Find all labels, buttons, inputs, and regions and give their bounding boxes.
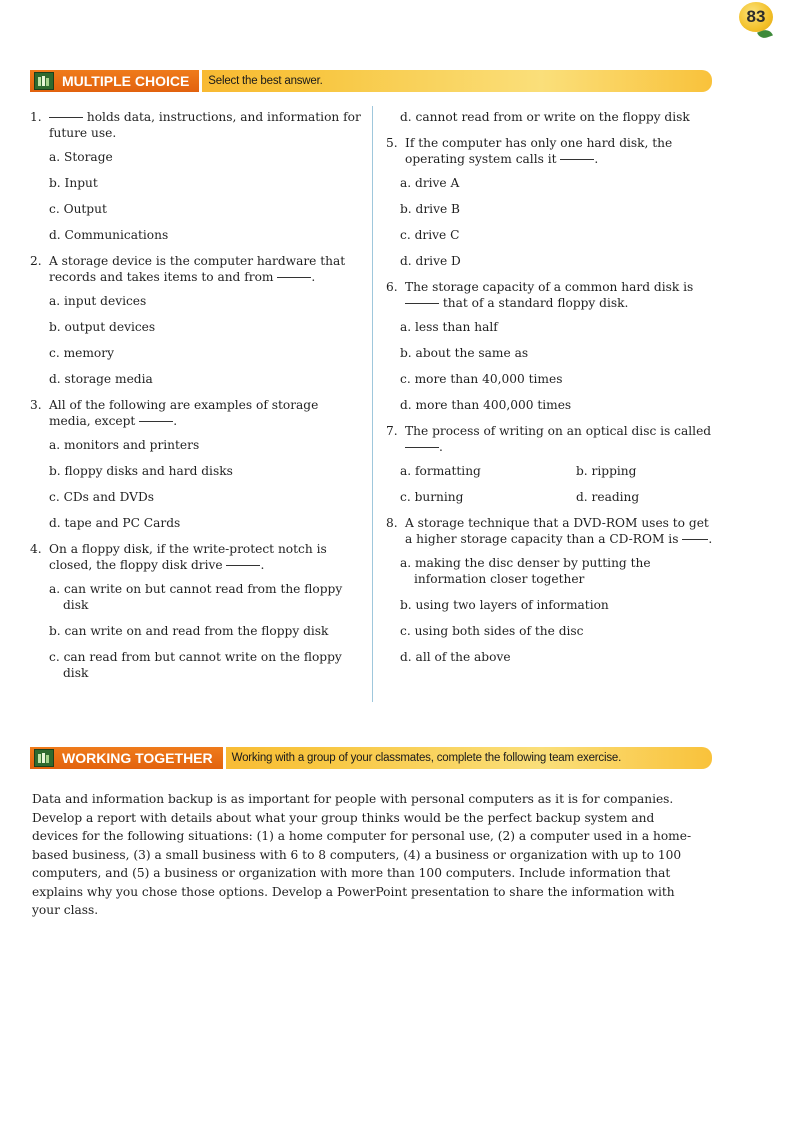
option: b. using two layers of information bbox=[400, 598, 609, 612]
option-row bbox=[386, 489, 716, 505]
option: c. Output bbox=[49, 202, 107, 216]
banner-label-box bbox=[30, 747, 226, 769]
option: d. drive D bbox=[400, 254, 461, 268]
option: b. floppy disks and hard disks bbox=[49, 464, 233, 478]
question-3 bbox=[30, 397, 362, 429]
answer-blank bbox=[49, 117, 83, 118]
option: b. about the same as bbox=[400, 346, 529, 360]
page-number: 83 bbox=[739, 2, 773, 32]
answer-blank bbox=[226, 565, 260, 566]
banner-label-box bbox=[30, 70, 202, 92]
question-7 bbox=[386, 423, 716, 455]
option: d. tape and PC Cards bbox=[49, 516, 181, 530]
answer-blank bbox=[405, 303, 439, 304]
multiple-choice-banner bbox=[30, 70, 712, 92]
answer-blank bbox=[277, 277, 311, 278]
option: d. more than 400,000 times bbox=[400, 398, 572, 412]
answer-blank bbox=[560, 159, 594, 160]
question-1 bbox=[30, 109, 362, 141]
right-column bbox=[386, 109, 716, 675]
left-column bbox=[30, 109, 362, 691]
answer-blank bbox=[405, 447, 439, 448]
working-together-instruction: Working with a group of your classmates, complete the following team exercise. bbox=[231, 752, 622, 764]
question-2 bbox=[30, 253, 362, 285]
option: a. input devices bbox=[49, 294, 147, 308]
question-number: 3. bbox=[30, 398, 42, 412]
option: c. CDs and DVDs bbox=[49, 490, 154, 504]
option: c. can read from but cannot write on the floppy disk bbox=[49, 650, 342, 680]
option: a. less than half bbox=[400, 320, 498, 334]
option: c. using both sides of the disc bbox=[400, 624, 584, 638]
question-text: The process of writing on an optical disc is called . bbox=[405, 424, 712, 454]
question-number: 1. bbox=[30, 110, 42, 124]
question-text: A storage technique that a DVD-ROM uses to get a higher storage capacity than a CD-ROM is . bbox=[405, 516, 713, 546]
question-number: 2. bbox=[30, 254, 42, 268]
question-text: If the computer has only one hard disk, the operating system calls it . bbox=[405, 136, 673, 166]
multiple-choice-title: MULTIPLE CHOICE bbox=[62, 73, 190, 89]
working-together-banner bbox=[30, 747, 712, 769]
option-row bbox=[386, 463, 716, 479]
question-4 bbox=[30, 541, 362, 573]
option: a. monitors and printers bbox=[49, 438, 200, 452]
option: a. drive A bbox=[400, 176, 460, 190]
option: b. Input bbox=[49, 176, 98, 190]
question-number: 8. bbox=[386, 516, 398, 530]
question-number: 4. bbox=[30, 542, 42, 556]
column-divider bbox=[372, 106, 373, 702]
working-together-title: WORKING TOGETHER bbox=[62, 750, 213, 766]
option: c. drive C bbox=[400, 228, 460, 242]
multiple-choice-instruction: Select the best answer. bbox=[208, 75, 323, 87]
question-5 bbox=[386, 135, 716, 167]
books-icon bbox=[34, 72, 54, 90]
option: d. all of the above bbox=[400, 650, 511, 664]
option: a. Storage bbox=[49, 150, 113, 164]
working-together-paragraph: Data and information backup is as important for people with personal computers as it is for companies. Develop a report with details about what your group thinks would be the perfect backup system and devices for the following situations: (1) a home computer for personal use, (2) a computer used in a home-based business, (3) a small business with 6 to 8 computers, (4) a business or organization with up to 100 computers, and (5) a business or organization with more than 100 computers. Include information that explains why you chose those options. Develop a PowerPoint presentation to share the information with your class. bbox=[32, 792, 692, 917]
books-icon bbox=[34, 749, 54, 767]
option: b. ripping bbox=[576, 464, 637, 478]
option: c. memory bbox=[49, 346, 114, 360]
question-number: 7. bbox=[386, 424, 398, 438]
option: d. Communications bbox=[49, 228, 169, 242]
option: b. output devices bbox=[49, 320, 156, 334]
option: c. burning bbox=[400, 490, 464, 504]
question-8 bbox=[386, 515, 716, 547]
question-text: A storage device is the computer hardware that records and takes items to and from . bbox=[49, 254, 346, 284]
option: d. reading bbox=[576, 490, 640, 504]
question-text: All of the following are examples of storage media, except . bbox=[49, 398, 319, 428]
option: d. storage media bbox=[49, 372, 153, 386]
option: a. can write on but cannot read from the floppy disk bbox=[49, 582, 343, 612]
question-6 bbox=[386, 279, 716, 311]
question-text: On a floppy disk, if the write-protect notch is closed, the floppy disk drive . bbox=[49, 542, 327, 572]
question-text: holds data, instructions, and information for future use. bbox=[49, 110, 361, 140]
option: b. can write on and read from the floppy disk bbox=[49, 624, 329, 638]
option: a. formatting bbox=[400, 464, 481, 478]
option: c. more than 40,000 times bbox=[400, 372, 563, 386]
answer-blank bbox=[682, 539, 708, 540]
answer-blank bbox=[139, 421, 173, 422]
option: d. cannot read from or write on the floppy disk bbox=[400, 110, 690, 124]
option: a. making the disc denser by putting the information closer together bbox=[400, 556, 651, 586]
question-text: The storage capacity of a common hard disk is that of a standard floppy disk. bbox=[405, 280, 694, 310]
question-number: 5. bbox=[386, 136, 398, 150]
option: b. drive B bbox=[400, 202, 461, 216]
question-number: 6. bbox=[386, 280, 398, 294]
